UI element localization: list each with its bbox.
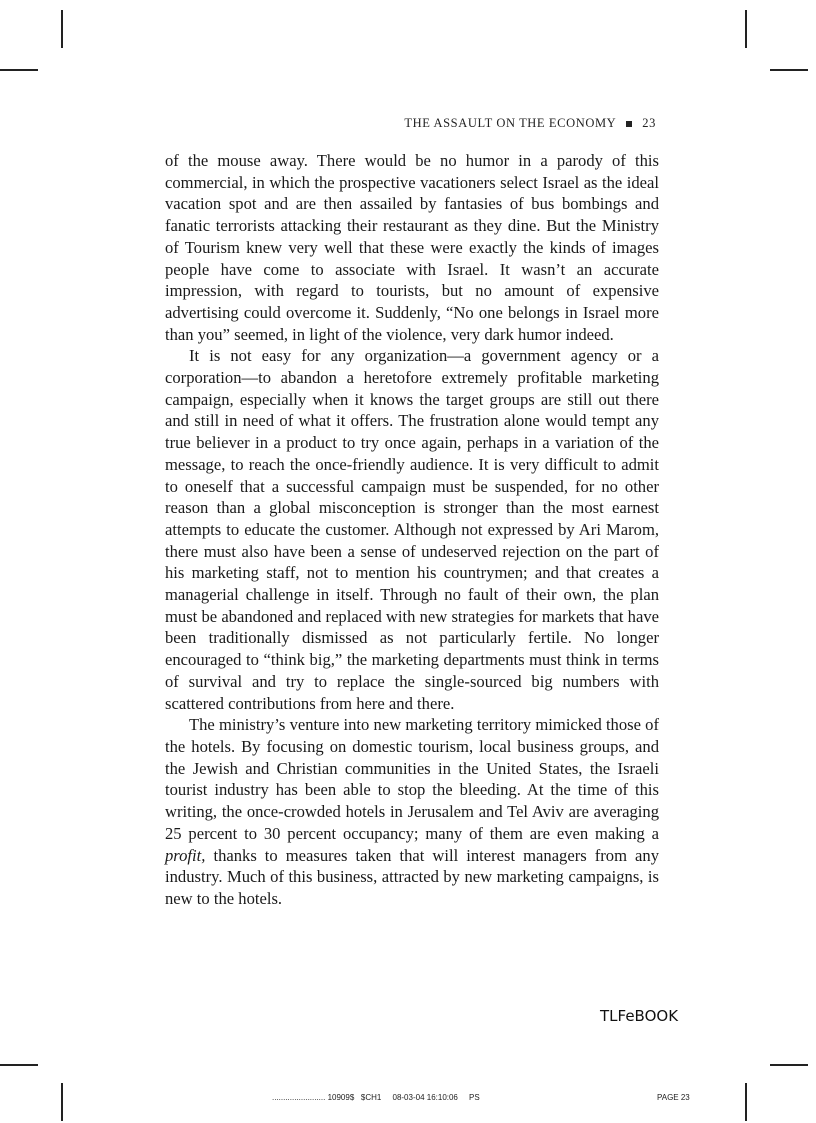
crop-mark [770,69,808,71]
crop-mark [61,1083,63,1121]
crop-mark [0,1064,38,1066]
paragraph-3 [165,714,659,909]
page-number: 23 [642,116,656,130]
paragraph-3-italic: profit, [165,845,206,865]
watermark: TLFeBOOK [600,1007,679,1025]
crop-mark [745,1083,747,1121]
footer-page-label: PAGE 23 [657,1093,690,1102]
footer-job-info: ........................ 10909$ $CH1 08-03-04 16:10:06 PS [272,1093,480,1102]
separator-square-icon [626,121,632,127]
paragraph-2: It is not easy for any organization—a government agency or a corporation—to abandon a heretofore extremely profitable marketing campaign, especially when it knows the target groups are still out there and still in need of what it offers. The frustration alone would tempt any true believer in a product to try once again, perhaps in a variation of the message, to reach the once-friendly audience. It is very difficult to admit to oneself that a successful campaign must be suspended, for no other reason than a global misconception is stronger than the most earnest attempts to educate the customer. Although not expressed by Ari Marom, there must also have been a sense of undeserved rejection on the part of his marketing staff, not to mention his countrymen; and that creates a managerial challenge in itself. Through no fault of their own, the plan must be abandoned and replaced with new strategies for markets that have been traditionally dismissed as not particularly fertile. No longer encouraged to “think big,” the marketing departments must think in terms of survival and try to replace the single-sourced big numbers with scattered contributions from here and there. [165,346,659,713]
running-title: THE ASSAULT ON THE ECONOMY [404,116,617,130]
paragraph-3-text: The ministry’s venture into new marketing territory mimicked those of the hotels. By focusing on domestic tourism, local business groups, and the Jewish and Christian communities in the United States, the Israeli tourist industry has been able to stop the bleeding. At the time of this writing, the once-crowded hotels in Jerusalem and Tel Aviv are averaging 25 percent to 30 percent occupancy; many of them are even making a [165,715,659,843]
crop-mark [0,69,38,71]
body-text [165,150,659,910]
paragraph-3-text-end: thanks to measures taken that will interest managers from any industry. Much of this business, attracted by new marketing campaigns, is new to the hotels. [165,845,659,908]
paragraph-1: of the mouse away. There would be no humor in a parody of this commercial, in which the prospective vacationers select Israel as the ideal vacation spot and are then assailed by fantasies of bus bombings and fanatic terrorists attacking their restaurant as they dine. But the Ministry of Tourism knew very well that these were exactly the kinds of images people have come to associate with Israel. It wasn’t an accurate impression, with regard to tourists, but no amount of expensive advertising could overcome it. Suddenly, “No one belongs in Israel more than you” seemed, in light of the violence, very dark humor indeed. [165,151,659,344]
crop-mark [745,10,747,48]
running-head [404,116,656,131]
crop-mark [61,10,63,48]
crop-mark [770,1064,808,1066]
